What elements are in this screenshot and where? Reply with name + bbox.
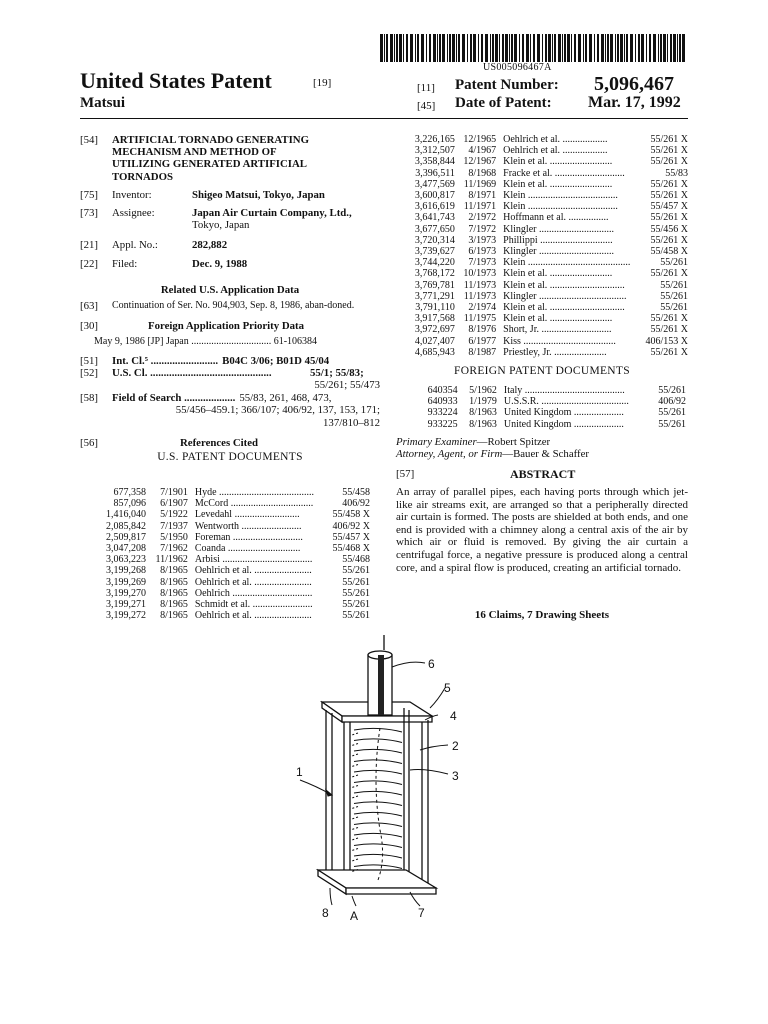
ref-date: 7/1901 <box>160 487 188 498</box>
ref-class: 55/261 <box>342 599 370 611</box>
ref-number: 3,600,817 <box>414 190 455 202</box>
reference-row <box>410 257 690 268</box>
ref-name: Klein et al. ......................... <box>503 156 613 168</box>
reference-row <box>410 201 690 212</box>
reference-row <box>420 396 688 407</box>
label-8: 8 <box>322 906 329 920</box>
abstract-text: An array of parallel pipes, each having ports through which jet-like air streams exit, are arranged so that a peripherally directed air curtain is formed. The posts are shielded at both ends, and one end is provided with a chimney along a central axis of the air by which air or fluid is removed. By giving the air curtain a centrifugal force, a negative pressure is produced along a central core, and a spiral flow is produced, creating an artificial tornado. <box>396 486 688 574</box>
ref-name: Phillippi ............................. <box>503 234 613 246</box>
references-field: [56] References Cited <box>80 436 259 449</box>
ref-name: Klingler ................................... <box>503 290 627 302</box>
ref-class: 55/261 <box>342 576 370 588</box>
abstract-code: [57] <box>396 468 415 480</box>
reference-row <box>410 235 690 246</box>
ref-date: 4/1967 <box>468 145 497 157</box>
patent-number: 5,096,467 <box>594 73 674 95</box>
ref-class: 406/92 X <box>332 520 370 532</box>
ref-name: Levedahl .......................... <box>194 509 300 521</box>
label-2: 2 <box>452 739 459 753</box>
ref-number: 2,085,842 <box>106 520 147 532</box>
ref-class: 55/458 <box>342 487 370 498</box>
assignee-field: [73] Assignee: Japan Air Curtain Company, Ltd., Tokyo, Japan <box>80 207 352 232</box>
ref-number: 677,358 <box>113 487 147 498</box>
reference-row <box>100 610 372 621</box>
ref-date: 10/1973 <box>463 268 497 280</box>
ref-date: 8/1965 <box>160 599 188 611</box>
reference-row <box>410 134 690 145</box>
int-cl-value: B04C 3/06; B01D 45/04 <box>222 354 330 367</box>
ref-class: 55/261 X <box>650 234 688 246</box>
ref-class: 55/261 X <box>650 324 688 336</box>
ref-date: 11/1973 <box>463 279 497 291</box>
ref-class: 55/261 X <box>650 313 688 325</box>
ref-class: 55/261 X <box>650 190 688 202</box>
label-A: A <box>350 909 359 920</box>
ref-number: 3,199,271 <box>106 599 147 611</box>
ref-date: 12/1967 <box>463 156 497 168</box>
title-field: [54] ARTIFICIAL TORNADO GENERATING MECHANISM AND METHOD OF UTILIZING GENERATED ARTIFICIAL TORNADOS <box>80 134 310 183</box>
ref-date: 7/1972 <box>468 223 497 235</box>
document-id: US005096467A <box>483 62 552 73</box>
primary-examiner: Primary Examiner—Robert Spitzer <box>396 436 551 448</box>
barcode-graphic <box>380 34 686 62</box>
reference-row <box>420 385 688 396</box>
ref-name: Klein et al. ......................... <box>503 178 613 190</box>
related-heading: Related U.S. Application Data <box>160 283 300 296</box>
ref-class: 55/468 <box>342 554 370 566</box>
ref-date: 12/1965 <box>463 134 497 145</box>
reference-row <box>410 179 690 190</box>
ref-class: 55/261 <box>658 418 686 430</box>
ref-date: 8/1965 <box>160 587 188 599</box>
reference-row <box>100 521 372 532</box>
ref-number: 3,063,223 <box>106 554 147 566</box>
ref-name: Short, Jr. ............................ <box>503 324 612 336</box>
ref-number: 857,096 <box>113 498 147 510</box>
ref-class: 55/261 <box>658 407 686 419</box>
ref-date: 8/1971 <box>468 190 497 202</box>
ref-class: 55/261 <box>660 257 688 269</box>
ref-date: 8/1963 <box>469 418 497 430</box>
ref-number: 3,917,568 <box>414 313 455 325</box>
label-5: 5 <box>444 681 451 695</box>
ref-number: 1,416,040 <box>106 509 147 521</box>
attorney: Attorney, Agent, or Firm—Bauer & Schaffer <box>396 448 590 461</box>
ref-name: U.S.S.R. ................................... <box>503 396 629 408</box>
ref-name: Arbisi .................................... <box>194 554 313 566</box>
us-refs-right-table <box>410 134 690 358</box>
label-3: 3 <box>452 769 459 783</box>
ref-name: United Kingdom .................... <box>503 418 624 430</box>
reference-row <box>100 554 372 565</box>
ref-name: Klein et al. .............................. <box>503 302 625 314</box>
us-cl-value: 55/1; 55/83; <box>310 366 364 379</box>
ref-date: 2/1972 <box>468 212 497 224</box>
priority-field: [30] Foreign Application Priority Data <box>80 320 305 333</box>
ref-date: 7/1937 <box>160 520 188 532</box>
ref-date: 7/1973 <box>468 257 497 269</box>
ref-number: 3,616,619 <box>414 201 455 213</box>
ref-class: 55/261 <box>342 610 370 622</box>
ref-name: Foreman ............................ <box>194 531 303 543</box>
ref-name: Oehlrich et al. .................. <box>503 145 608 157</box>
ref-class: 55/261 <box>342 565 370 577</box>
reference-row <box>410 302 690 313</box>
reference-row <box>100 498 372 509</box>
ref-number: 3,791,110 <box>415 302 455 314</box>
reference-row <box>410 347 690 358</box>
ref-number: 2,509,817 <box>106 531 147 543</box>
reference-row <box>410 156 690 167</box>
reference-row <box>100 509 372 520</box>
claims-line: 16 Claims, 7 Drawing Sheets <box>474 609 610 621</box>
ref-date: 6/1973 <box>468 246 497 258</box>
reference-row <box>410 313 690 324</box>
ref-date: 11/1962 <box>155 554 188 566</box>
date-label: Date of Patent: <box>455 95 552 111</box>
priority-line: May 9, 1986 [JP] Japan ................................ 61-106384 <box>94 336 318 348</box>
ref-class: 406/92 <box>342 498 370 510</box>
us-cl-continued: 55/261; 55/473 <box>314 379 380 392</box>
label-7: 7 <box>418 906 425 920</box>
ref-class: 406/92 <box>658 396 686 408</box>
ref-name: Klein et al. ......................... <box>503 268 613 280</box>
us-cl-field: [52] U.S. Cl. ............................................. 55/1; 55/83; <box>80 366 364 379</box>
abstract-heading: ABSTRACT <box>510 467 576 481</box>
ref-class: 55/83 <box>665 167 688 179</box>
examiner-block <box>396 436 688 460</box>
ref-class: 55/261 X <box>650 145 688 157</box>
ref-name: Klein .................................... <box>503 201 618 213</box>
ref-number: 3,739,627 <box>414 246 455 258</box>
ref-name: United Kingdom .................... <box>503 407 624 419</box>
ref-class: 55/261 X <box>650 346 688 358</box>
patent-number-label: Patent Number: <box>455 77 559 93</box>
ref-name: Kiss ..................................... <box>503 335 616 347</box>
reference-row <box>100 543 372 554</box>
ref-class: 55/457 X <box>332 531 370 543</box>
ref-number: 3,769,781 <box>414 279 455 291</box>
reference-row <box>100 565 372 576</box>
ref-name: Klein ......................................... <box>503 257 631 269</box>
filed-field: [22] Filed: Dec. 9, 1988 <box>80 257 248 270</box>
ref-date: 3/1973 <box>468 234 497 246</box>
appl-no-field: [21] Appl. No.: 282,882 <box>80 239 228 252</box>
ref-class: 55/261 X <box>650 268 688 280</box>
ref-number: 3,358,844 <box>414 156 455 168</box>
ref-class: 55/261 <box>342 587 370 599</box>
patent-title: United States Patent <box>80 68 272 93</box>
ref-date: 8/1965 <box>160 565 188 577</box>
ref-name: Klingler .............................. <box>503 246 614 258</box>
reference-row <box>420 407 688 418</box>
ref-name: Wentworth ........................ <box>194 520 302 532</box>
reference-row <box>410 212 690 223</box>
int-cl-field: [51] Int. Cl.⁵ ......................... B04C 3/06; B01D 45/04 <box>80 354 330 367</box>
ref-date: 5/1922 <box>160 509 188 521</box>
appl-no-value: 282,882 <box>192 239 228 252</box>
ref-name: Oehlrich et al. ....................... <box>194 610 312 622</box>
ref-class: 55/457 X <box>650 201 688 213</box>
ref-number: 3,199,270 <box>106 587 147 599</box>
ref-class: 55/261 X <box>650 178 688 190</box>
ref-date: 11/1971 <box>463 201 497 213</box>
ref-number: 3,199,269 <box>106 576 147 588</box>
reference-row <box>100 599 372 610</box>
reference-row <box>100 532 372 543</box>
ref-name: Oehlrich ................................ <box>194 587 313 599</box>
ref-class: 55/458 X <box>332 509 370 521</box>
ref-date: 8/1976 <box>468 324 497 336</box>
inventor-field: [75] Inventor: Shigeo Matsui, Tokyo, Japan <box>80 188 325 201</box>
ref-number: 3,768,172 <box>414 268 455 280</box>
ref-date: 5/1962 <box>469 385 497 396</box>
us-docs-heading: U.S. PATENT DOCUMENTS <box>157 451 303 464</box>
ref-date: 8/1987 <box>468 346 497 358</box>
title-line: ARTIFICIAL TORNADO GENERATING <box>112 134 310 146</box>
ref-date: 7/1962 <box>160 543 188 555</box>
ref-class: 55/261 <box>660 290 688 302</box>
foreign-heading: FOREIGN PATENT DOCUMENTS <box>454 365 630 377</box>
ref-number: 3,199,272 <box>106 610 147 622</box>
ref-number: 3,720,314 <box>414 234 455 246</box>
label-6: 6 <box>428 657 435 671</box>
ref-number: 933225 <box>427 418 458 430</box>
ref-name: Klein et al. ......................... <box>503 313 613 325</box>
barcode <box>380 34 686 62</box>
ref-class: 406/153 X <box>645 335 688 347</box>
ref-name: Italy ........................................ <box>503 385 625 396</box>
ref-number: 3,047,208 <box>106 543 147 555</box>
assignee-value: Japan Air Curtain Company, Ltd., <box>192 207 352 220</box>
ref-number: 3,771,291 <box>414 290 455 302</box>
patent-date: Mar. 17, 1992 <box>588 94 681 111</box>
ref-name: Hoffmann et al. ................ <box>503 212 609 224</box>
ref-date: 11/1969 <box>463 178 497 190</box>
patent-number-code: [11] <box>417 82 435 94</box>
field-of-search-cont-2: 137/810–812 <box>323 416 380 429</box>
ref-number: 3,972,697 <box>414 324 455 336</box>
ref-date: 8/1965 <box>160 576 188 588</box>
label-4: 4 <box>450 709 457 723</box>
field-of-search: [58] Field of Search ................... 55/83, 261, 468, 473, <box>80 392 332 405</box>
title-code: [19] <box>313 77 332 89</box>
bibliographic-column <box>80 134 380 467</box>
ref-class: 55/458 X <box>650 246 688 258</box>
ref-date: 2/1974 <box>468 302 497 314</box>
ref-date: 8/1965 <box>160 610 188 622</box>
ref-name: Fracke et al. ............................ <box>503 167 625 179</box>
foreign-refs-table <box>420 385 688 430</box>
reference-row <box>410 324 690 335</box>
continuation-text: Continuation of Ser. No. 904,903, Sep. 8, 1986, aban-doned. <box>112 300 355 312</box>
reference-row <box>410 145 690 156</box>
inventor-value: Shigeo Matsui, Tokyo, Japan <box>192 188 325 201</box>
field-of-search-cont-1: 55/456–459.1; 366/107; 406/92, 137, 153, 171; <box>175 404 380 417</box>
ref-number: 3,477,569 <box>414 178 455 190</box>
ref-number: 640354 <box>427 385 458 396</box>
ref-name: Klingler .............................. <box>503 223 614 235</box>
ref-name: Schmidt et al. ........................ <box>194 599 313 611</box>
ref-class: 55/261 X <box>650 156 688 168</box>
tornado-apparatus-figure <box>280 630 480 920</box>
date-code: [45] <box>417 100 436 112</box>
ref-name: Coanda ............................. <box>194 543 301 555</box>
ref-date: 11/1973 <box>463 290 497 302</box>
reference-row <box>410 336 690 347</box>
ref-number: 640933 <box>427 396 458 408</box>
ref-number: 3,396,511 <box>415 167 455 179</box>
reference-row <box>410 268 690 279</box>
ref-class: 55/261 <box>660 302 688 314</box>
reference-row <box>410 280 690 291</box>
ref-name: Klein .................................... <box>503 190 618 202</box>
reference-row <box>100 577 372 588</box>
spiral-flow <box>352 728 402 880</box>
label-1: 1 <box>296 765 303 779</box>
ref-number: 3,199,268 <box>106 565 147 577</box>
ref-name: Oehlrich et al. .................. <box>503 134 608 145</box>
ref-date: 6/1907 <box>160 498 188 510</box>
inventor-surname: Matsui <box>80 95 125 111</box>
ref-name: Oehlrich et al. ....................... <box>194 576 312 588</box>
reference-row <box>410 168 690 179</box>
reference-row <box>410 291 690 302</box>
ref-date: 8/1968 <box>468 167 497 179</box>
ref-name: McCord ................................. <box>194 498 314 510</box>
ref-number: 3,226,165 <box>414 134 455 145</box>
ref-number: 933224 <box>427 407 458 419</box>
ref-date: 6/1977 <box>468 335 497 347</box>
reference-row <box>100 588 372 599</box>
ref-class: 55/261 <box>660 279 688 291</box>
ref-name: Klein et al. .............................. <box>503 279 625 291</box>
ref-name: Hyde ...................................... <box>194 487 315 498</box>
us-refs-left-table <box>100 487 372 621</box>
ref-class: 55/261 <box>658 385 686 396</box>
reference-row <box>410 246 690 257</box>
ref-class: 55/261 X <box>650 212 688 224</box>
ref-name: Oehlrich et al. ....................... <box>194 565 312 577</box>
title-line: MECHANISM AND METHOD OF <box>112 146 277 159</box>
ref-number: 3,641,743 <box>414 212 455 224</box>
reference-row <box>410 224 690 235</box>
reference-row <box>100 487 372 498</box>
ref-number: 3,744,220 <box>414 257 455 269</box>
title-line: UTILIZING GENERATED ARTIFICIAL <box>112 158 308 171</box>
ref-name: Priestley, Jr. ..................... <box>503 346 607 358</box>
filed-value: Dec. 9, 1988 <box>192 257 248 270</box>
ref-date: 1/1979 <box>469 396 497 408</box>
ref-number: 4,027,407 <box>414 335 455 347</box>
ref-class: 55/468 X <box>332 543 370 555</box>
header-divider <box>80 118 688 119</box>
continuation-field: [63] Continuation of Ser. No. 904,903, Sep. 8, 1986, aban-doned. <box>80 300 355 313</box>
ref-class: 55/456 X <box>650 223 688 235</box>
ref-class: 55/261 X <box>650 134 688 145</box>
ref-date: 11/1975 <box>463 313 497 325</box>
ref-number: 3,677,650 <box>414 223 455 235</box>
title-line: TORNADOS <box>112 170 173 183</box>
ref-number: 4,685,943 <box>414 346 455 358</box>
ref-date: 5/1950 <box>160 531 188 543</box>
reference-row <box>410 190 690 201</box>
ref-number: 3,312,507 <box>414 145 455 157</box>
reference-row <box>420 419 688 430</box>
ref-date: 8/1963 <box>469 407 497 419</box>
